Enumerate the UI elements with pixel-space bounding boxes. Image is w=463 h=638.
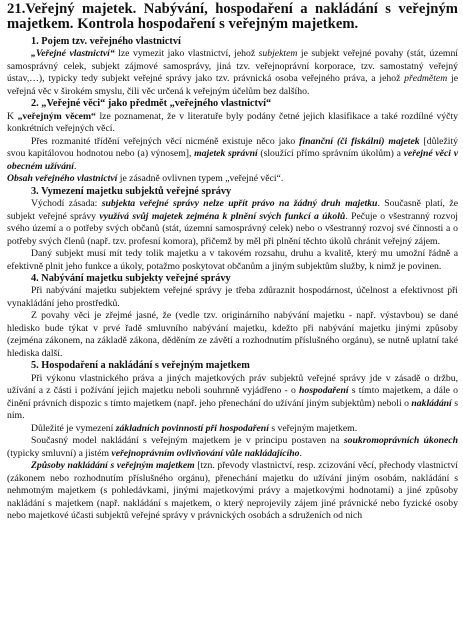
section-4-paragraph-2: Z povahy věci je zřejmé jasné, že (vedle tzv. originárního nabývání majetku - např. výstavbou) se dané hledisko bude týkat v prvé řadě smluvního nabývání majetku, kdežto při nabývání majetku jinými způsoby (zejména zákonem, na základě zákona, děděním ze závětí a rozhodnutím příslušného orgánu), se nutně uplatní také hlediska další. — [7, 310, 458, 359]
text-run: je zásadně ovlivnen typem „veřejné věci“. — [117, 173, 284, 185]
text-run: Současný model nakládání s veřejným majetkem je v principu postaven na — [31, 435, 344, 447]
term-subjektem: subjektem — [258, 48, 298, 60]
section-4-heading: 4. Nabývání majetku subjekty veřejné správy — [31, 273, 231, 285]
term-hospodareni: hospodaření — [299, 385, 349, 397]
section-1-paragraph — [7, 48, 458, 98]
term-majetek-spravni: majetek správní — [194, 148, 258, 160]
term-obsah-vlastnictvi: Obsah veřejného vlastnictví — [7, 173, 118, 185]
text-run: s veřejným majetkem. — [268, 422, 358, 434]
text-run: lze poznamenat, že v literatuře byly podány četné jejich klasifikace a také rozdílné výčty konkrétních veřejných věcí. — [7, 110, 458, 135]
text-run: je veřejná věc v širokém smyslu, čili věc určená k veřejným účelům bez dalšího. — [7, 73, 458, 97]
text-run: . — [74, 160, 77, 172]
term-zakladni-povinnosti: základních povinností při hospodaření — [115, 422, 269, 434]
section-2-paragraph-2 — [7, 136, 458, 174]
text-run: (sloužící přímo správním úkolům) a — [257, 148, 404, 160]
section-2-paragraph-3 — [7, 173, 458, 186]
section-2-heading: 2. „Veřejné věci“ jako předmět „veřejného vlastnictví“ — [31, 98, 272, 110]
text-run: s ním. — [7, 397, 458, 422]
term-obecne-uzivani: veřejné věci v obecném užívání — [7, 148, 458, 172]
section-2 — [7, 98, 458, 185]
text-run: . Pečuje o všestranný rozvoj svého území a o potřeby svých občanů (stát, územní samosprávný celek) nebo o všestranný rozvoj své činnosti a o potřeby svých členů (např. tzv. profesní komora), přičemž by měl při plnění těchto úkolů chránit veřejný zájem. — [7, 210, 458, 247]
principle-statement: subjekta veřejné správy nelze upřít právo na žádný druh majetku — [101, 198, 378, 210]
section-4 — [7, 273, 458, 360]
section-3-heading: 3. Vymezení majetku subjektů veřejné správy — [31, 185, 232, 197]
section-4-paragraph-1: Při nabývání majetku subjektem veřejné správy je třeba zdůraznit hospodárnost, účelnost a efektivnost při vynakládání jeho prostředků. — [7, 285, 458, 309]
section-5 — [7, 360, 458, 522]
text-run: (typicky smluvní) a jistém — [7, 447, 112, 459]
term-financni-majetek: finanční (či fiskální) majetek — [299, 135, 420, 147]
term-verejnym-vecem: „veřejným věcem“ — [17, 110, 96, 122]
text-run: K — [7, 110, 18, 122]
section-5-heading: 5. Hospodaření a nakládání s veřejným majetkem — [31, 360, 250, 372]
text-run: Při výkonu vlastnického práva a jiných majetkových práv subjektů veřejné správy jde v zásadě o držbu, užívání a z části i požívání jejich majetku neboli souhrnně vyjádřeno - o — [7, 372, 458, 397]
term-nakladani: nakládání — [411, 397, 452, 409]
text-run: Východí zásada: — [31, 198, 102, 210]
section-1-heading: 1. Pojem tzv. veřejného vlastnictví — [31, 35, 181, 47]
text-run: s tímto majetkem, a dále o činění právních dispozic s tímto majetkem (např. jeho přenechání do užívání jiným subjektům) neboli o — [7, 385, 458, 409]
term-zpusoby-nakladani: Způsoby nakládání s veřejným majetkem — [31, 460, 195, 472]
section-1 — [7, 36, 458, 98]
text-run: [důležitý svou kapitálovou hodnotou nebo (a) výnosem], — [7, 135, 458, 160]
text-run: [tzn. převody vlastnictví, resp. zcizování věcí, přechody vlastnictví (zákonem nebo rozhodnutím příslušného orgánu), přenechání majetku do užívání jiným osobám, nakládání s nehmotným majetkem (s pohledávkami, jinými majetkovými právy a majetkovými hodnotami) a jiné způsoby nakládání s majetkem (např. nakládání s majetkem, o který neprojevily zájem jiné právnické nebo fyzické osoby nebo majetkové účasti subjektů veřejné správy v právnických osobách a sdruženích od nich — [7, 460, 458, 522]
term-verejne-vlastnictvi: „Veřejné vlastnictví“ — [31, 48, 115, 60]
term-predmetem: předmětem — [404, 73, 448, 85]
section-5-paragraph-4 — [7, 460, 458, 523]
text-run: . — [299, 447, 302, 459]
section-2-paragraph-1 — [7, 111, 458, 136]
term-verejnopravni-ovlivnovani: veřejnoprávním ovlivňování vůle nakládajícího — [111, 447, 300, 459]
section-3-paragraph-2: Daný subjekt musí mít tedy tolik majetku a v takovém rozsahu, druhu a kvalitě, který mu umožní řádně a efektivně plnit jeho funkce a úkoly, potažmo poskytovat občanům a jiným subjektům služby, k nimž je povinen. — [7, 248, 458, 272]
text-run: . Současně platí, že subjekt veřejné správy — [7, 198, 458, 222]
principle-use: využívá svůj majetek zejména k plnění svých funkcí a úkolů — [99, 210, 346, 222]
text-run: je subjekt veřejné povahy (stát, územní samosprávný celek, subjekt zájmové samosprávy, jiná tzv. veřejnoprávní korporace, tzv. samostatný veřejný ústav,…), typicky tedy subjekt veřejné správy jako tzv. právnická osoba veřejného práva, a jehož — [7, 48, 458, 85]
text-run: lze vymezit jako vlastnictví, jehož — [114, 48, 259, 60]
text-run: Důležité je vymezení — [31, 422, 116, 434]
text-run: Přes rozmanité třídění veřejných věcí nicméně existuje něco jako — [31, 135, 300, 147]
section-5-paragraph-3 — [7, 435, 458, 460]
section-5-paragraph-1 — [7, 373, 458, 423]
section-5-paragraph-2 — [7, 423, 458, 436]
section-3 — [7, 186, 458, 273]
document-title: 21.Veřejný majetek. Nabývání, hospodaření a nakládání s veřejným majetkem. Kontrola hospodaření s veřejným majetkem. — [7, 1, 458, 33]
term-soukromopravni-ukony: soukromoprávních úkonech — [343, 435, 458, 447]
section-3-paragraph-1 — [7, 198, 458, 248]
